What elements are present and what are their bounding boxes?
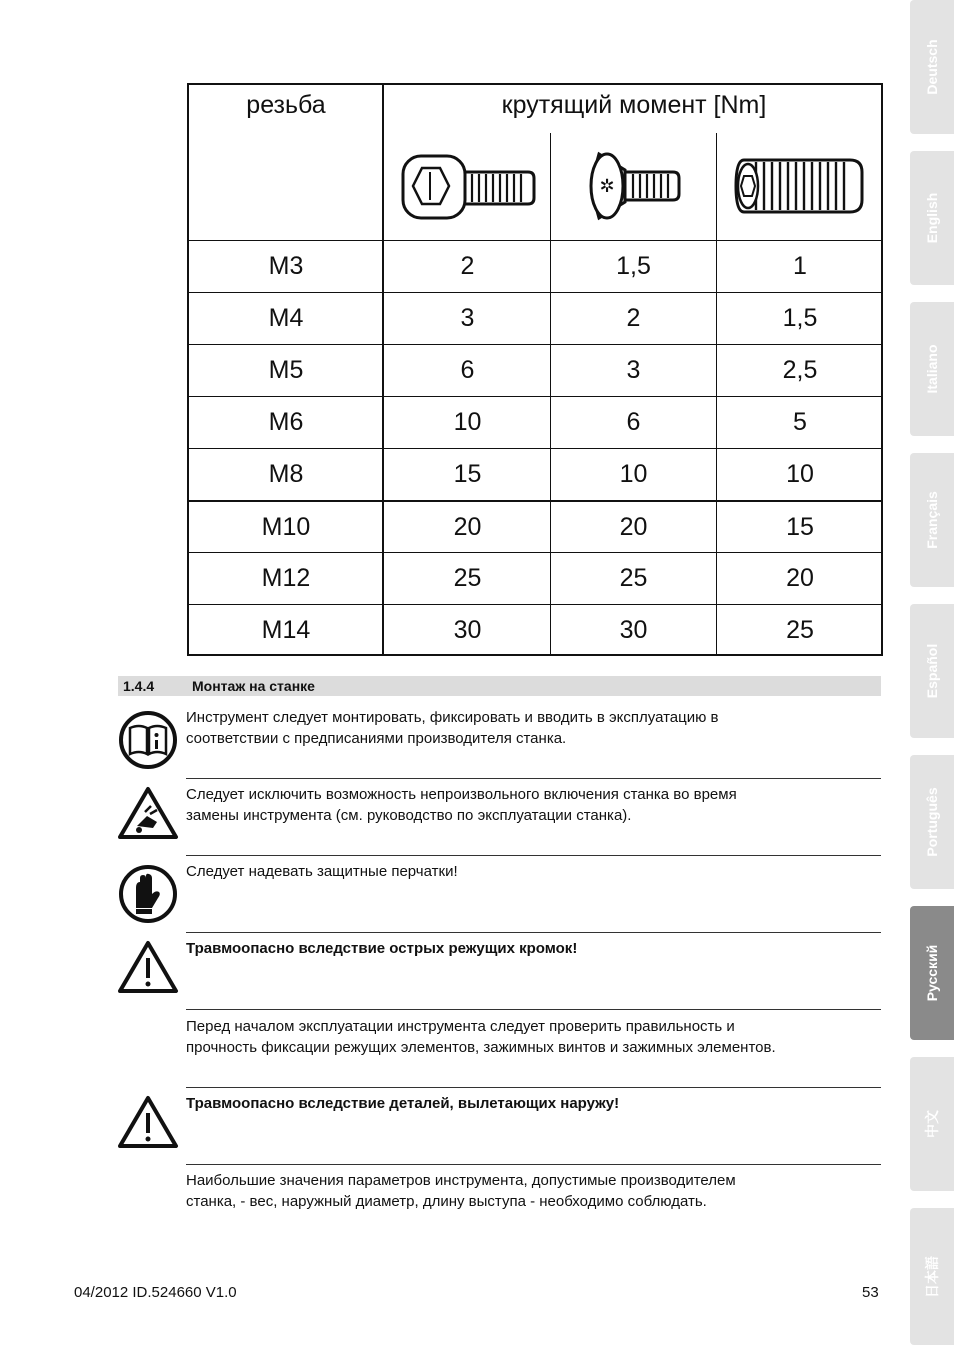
table-row xyxy=(189,345,881,396)
divider xyxy=(186,855,881,856)
torque-cell: 25 xyxy=(619,564,648,592)
warning-icon xyxy=(117,940,179,999)
torque-cell: 30 xyxy=(453,616,482,644)
tab-label: 中文 xyxy=(924,1110,940,1138)
section-title: Монтаж на станке xyxy=(192,678,315,694)
torque-cell: 1,5 xyxy=(782,304,818,332)
text-line: замены инструмента (см. руководство по эксплуатации станка). xyxy=(186,807,632,824)
warning-sharp-edges-text: Травмоопасно вследствие острых режущих кромок! xyxy=(186,940,578,957)
divider xyxy=(186,932,881,933)
torque-cell: 5 xyxy=(793,408,807,436)
thread-cell: M5 xyxy=(268,356,304,384)
thread-cell: M10 xyxy=(261,512,311,541)
thread-cell: M14 xyxy=(261,616,311,644)
torque-cell: 2 xyxy=(626,304,641,332)
svg-text:✲: ✲ xyxy=(599,176,615,197)
divider xyxy=(186,1009,881,1010)
tab-label: Deutsch xyxy=(924,39,940,95)
torque-cell: 1,5 xyxy=(616,252,651,280)
text-line: Перед началом эксплуатации инструмента следует проверить правильность и xyxy=(186,1018,735,1035)
read-manual-icon xyxy=(118,710,178,775)
torque-cell: 15 xyxy=(786,512,814,541)
tab-label: Français xyxy=(924,491,940,549)
torque-cell: 15 xyxy=(453,460,482,488)
instruction-switch-text xyxy=(186,784,886,826)
instruction-gloves-text: Следует надевать защитные перчатки! xyxy=(186,863,458,880)
torque-cell: 30 xyxy=(619,616,648,644)
instruction-limits-text xyxy=(186,1170,886,1212)
torque-cell: 20 xyxy=(619,512,648,541)
instruction-manual-text xyxy=(186,707,886,749)
hand-injury-warning-icon xyxy=(117,786,179,845)
torque-cell: 10 xyxy=(619,460,648,488)
page-number: 53 xyxy=(862,1284,879,1301)
torque-cell: 2 xyxy=(460,252,475,280)
thread-cell: M12 xyxy=(261,564,311,592)
torque-cell: 6 xyxy=(460,356,475,384)
warning-icon xyxy=(117,1095,179,1154)
tab-deutsch[interactable] xyxy=(910,0,954,134)
tab-label: 日本語 xyxy=(924,1255,940,1298)
tab-francais[interactable] xyxy=(910,453,954,587)
torque-table xyxy=(187,83,883,656)
tab-label: Italiano xyxy=(924,344,940,394)
table-row xyxy=(189,293,881,344)
text-line: Наибольшие значения параметров инструмента, допустимые производителем xyxy=(186,1172,736,1189)
tab-label: Português xyxy=(924,787,940,857)
torque-cell: 3 xyxy=(460,304,475,332)
divider xyxy=(186,1087,881,1088)
socket-head-cap-screw-icon xyxy=(385,133,550,239)
table-row xyxy=(189,449,881,500)
tab-portugues[interactable] xyxy=(910,755,954,889)
wear-gloves-icon xyxy=(118,864,178,929)
torque-cell: 3 xyxy=(626,356,641,384)
torque-cell: 10 xyxy=(786,460,814,488)
text-line: станка, - вес, наружный диаметр, длину выступа - необходимо соблюдать. xyxy=(186,1193,707,1210)
text-line: соответствии с предписаниями производителя станка. xyxy=(186,730,567,747)
thread-cell: M3 xyxy=(268,252,304,280)
tab-label: Русский xyxy=(924,944,940,1002)
table-row xyxy=(189,605,881,656)
tab-russian[interactable] xyxy=(910,906,954,1040)
torque-cell: 25 xyxy=(453,564,482,592)
header-torque: крутящий момент [Nm] xyxy=(501,90,767,119)
text-line: прочность фиксации режущих элементов, зажимных винтов и зажимных элементов. xyxy=(186,1039,776,1056)
torque-cell: 20 xyxy=(453,512,482,541)
torque-cell: 1 xyxy=(793,252,807,280)
tab-chinese[interactable] xyxy=(910,1057,954,1191)
text-line: Следует исключить возможность непроизвольного включения станка во время xyxy=(186,786,737,803)
tab-label: English xyxy=(924,192,940,244)
warning-flying-parts-text: Травмоопасно вследствие деталей, вылетающих наружу! xyxy=(186,1095,620,1112)
table-row xyxy=(189,553,881,604)
tab-italiano[interactable] xyxy=(910,302,954,436)
torque-cell: 20 xyxy=(786,564,814,592)
section-heading xyxy=(118,676,881,696)
instruction-check-text xyxy=(186,1016,886,1058)
thread-cell: M6 xyxy=(268,408,304,436)
torque-cell: 2,5 xyxy=(782,356,818,384)
tab-japanese[interactable] xyxy=(910,1208,954,1345)
table-row xyxy=(189,397,881,448)
section-number: 1.4.4 xyxy=(123,678,155,694)
torque-cell: 6 xyxy=(626,408,641,436)
tab-english[interactable] xyxy=(910,151,954,285)
header-thread: резьба xyxy=(246,90,326,119)
torque-cell: 10 xyxy=(453,408,482,436)
thread-cell: M8 xyxy=(268,460,304,488)
thread-cell: M4 xyxy=(268,304,304,332)
table-row xyxy=(189,502,881,552)
divider xyxy=(186,1164,881,1165)
document-id: 04/2012 ID.524660 V1.0 xyxy=(74,1284,237,1301)
tab-espanol[interactable] xyxy=(910,604,954,738)
text-line: Инструмент следует монтировать, фиксировать и вводить в эксплуатацию в xyxy=(186,709,719,726)
divider xyxy=(186,778,881,779)
set-screw-icon xyxy=(717,133,883,239)
countersunk-torx-screw-icon xyxy=(551,133,715,239)
table-row xyxy=(189,241,881,292)
torque-cell: 25 xyxy=(786,616,814,644)
tab-label: Español xyxy=(924,643,940,699)
